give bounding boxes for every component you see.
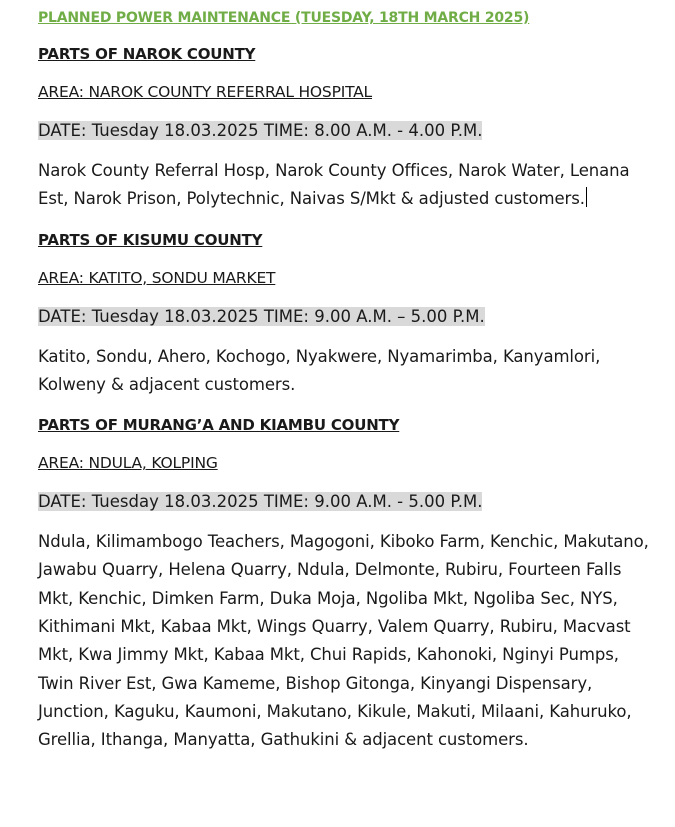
date-time-text: DATE: Tuesday 18.03.2025 TIME: 8.00 A.M. - 4.00 P.M.	[38, 121, 483, 140]
page-title: PLANNED POWER MAINTENANCE (TUESDAY, 18TH MARCH 2025)	[38, 10, 530, 26]
date-time-line	[38, 305, 658, 329]
date-time-line	[38, 119, 658, 143]
region-heading: PARTS OF KISUMU COUNTY	[38, 230, 263, 249]
area-heading: AREA: NAROK COUNTY REFERRAL HOSPITAL	[38, 83, 372, 101]
affected-locations[interactable]: Katito, Sondu, Ahero, Kochogo, Nyakwere, Nyamarimba, Kanyamlori, Kolweny & adjacent customers.	[38, 346, 601, 394]
affected-locations[interactable]: Ndula, Kilimambogo Teachers, Magogoni, Kiboko Farm, Kenchic, Makutano, Jawabu Quarry, Helena Quarry, Ndula, Delmonte, Rubiru, Fourteen Falls Mkt, Kenchic, Dimken Farm, Duka Moja, Ngoliba Mkt, Ngoliba Sec, NYS, Kithimani Mkt, Kabaa Mkt, Wings Quarry, Valem Quarry, Rubiru, Macvast Mkt, Kwa Jimmy Mkt, Kabaa Mkt, Chui Rapids, Kahonoki, Nginyi Pumps, Twin River Est, Gwa Kameme, Bishop Gitonga, Kinyangi Dispensary, Junction, Kaguku, Kaumoni, Makutano, Kikule, Makuti, Milaani, Kahuruko, Grellia, Ithanga, Manyatta, Gathukini & adjacent customers.	[38, 532, 649, 750]
region-heading: PARTS OF MURANG’A AND KIAMBU COUNTY	[38, 416, 400, 435]
date-time-text: DATE: Tuesday 18.03.2025 TIME: 9.00 A.M. – 5.00 P.M.	[38, 306, 485, 326]
section-kisumu	[38, 229, 658, 400]
section-narok	[38, 43, 658, 214]
text-cursor	[586, 187, 587, 207]
date-time-text: DATE: Tuesday 18.03.2025 TIME: 9.00 A.M. - 5.00 P.M.	[38, 492, 483, 512]
affected-locations-text: Narok County Referral Hosp, Narok County Offices, Narok Water, Lenana Est, Narok Prison, Polytechnic, Naivas S/Mkt & adjusted customers.	[38, 161, 630, 209]
area-heading: AREA: KATITO, SONDU MARKET	[38, 268, 276, 287]
document-body	[38, 8, 658, 770]
affected-locations[interactable]	[38, 157, 658, 214]
region-heading: PARTS OF NAROK COUNTY	[38, 45, 256, 63]
date-time-line	[38, 490, 658, 514]
area-heading: AREA: NDULA, KOLPING	[38, 454, 218, 473]
section-muranga-kiambu	[38, 414, 658, 754]
